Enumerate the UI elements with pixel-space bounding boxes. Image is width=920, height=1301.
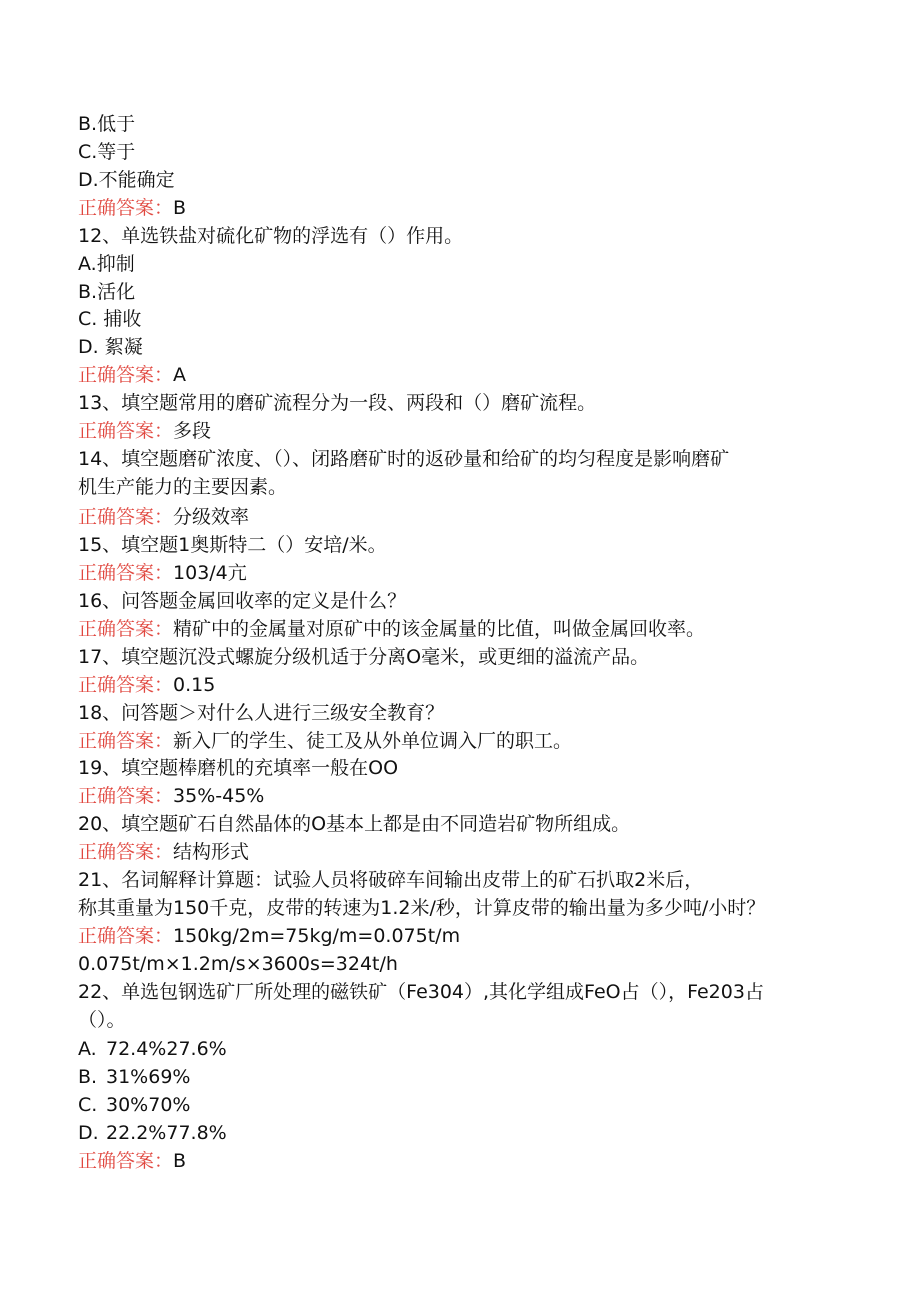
question-14: 14、填空题磨矿浓度、（）、闭路磨矿时的返砂量和给矿的均匀程度是影响磨矿	[78, 448, 730, 470]
answer-label: 正确答案：	[78, 364, 174, 386]
question-21: 21、名词解释计算题：试验人员将破碎车间输出皮带上的矿石扒取2米后，	[78, 869, 704, 891]
answer-q16	[78, 617, 705, 641]
answer-value: 0.15	[173, 674, 216, 696]
option-letter: C.	[78, 1094, 98, 1116]
option-d-q22: D. 22.2%77.8%	[78, 1122, 227, 1144]
question-17: 17、填空题沉没式螺旋分级机适于分离O毫米，或更细的溢流产品。	[78, 646, 650, 668]
answer-q17	[78, 673, 215, 697]
answer-label: 正确答案：	[78, 1150, 174, 1172]
option-a-q12: A.抑制	[78, 253, 135, 275]
answer-q21	[78, 924, 460, 948]
answer-value: 新入厂的学生、徒工及从外单位调入厂的职工。	[173, 730, 573, 752]
answer-value: 精矿中的金属量对原矿中的该金属量的比值，叫做金属回收率。	[173, 618, 706, 640]
option-c-q12: C. 捕收	[78, 308, 142, 330]
question-16: 16、问答题金属回收率的定义是什么？	[78, 590, 407, 612]
answer-q15	[78, 561, 247, 585]
option-b-q22: B. 31%69%	[78, 1066, 191, 1088]
question-14-cont: 机生产能力的主要因素。	[78, 476, 288, 498]
option-d-q12: D. 絮凝	[78, 336, 143, 358]
answer-q20	[78, 840, 249, 864]
answer-value: 分级效率	[173, 506, 250, 528]
option-letter: A.	[78, 1038, 97, 1060]
option-d-q11: D.不能确定	[78, 169, 175, 191]
answer-q12	[78, 363, 186, 387]
question-20: 20、填空题矿石自然晶体的O基本上都是由不同造岩矿物所组成。	[78, 813, 631, 835]
answer-label: 正确答案：	[78, 506, 174, 528]
answer-value: A	[173, 364, 187, 386]
answer-label: 正确答案：	[78, 730, 174, 752]
answer-q14	[78, 505, 249, 529]
question-18: 18、问答题＞对什么人进行三级安全教育？	[78, 702, 445, 724]
answer-q11	[78, 196, 186, 220]
answer-value: 103/4亢	[173, 562, 247, 584]
answer-label: 正确答案：	[78, 925, 174, 947]
answer-label: 正确答案：	[78, 841, 174, 863]
answer-value: B	[173, 197, 187, 219]
answer-q22	[78, 1149, 186, 1173]
answer-q13	[78, 419, 211, 443]
option-b-q12: B.活化	[78, 281, 136, 303]
question-22: 22、单选包钢选矿厂所处理的磁铁矿（Fe304）,其化学组成FeO占（），Fe203占	[78, 981, 764, 1003]
answer-q19	[78, 784, 264, 808]
answer-value: 多段	[173, 420, 212, 442]
answer-label: 正确答案：	[78, 197, 174, 219]
option-letter: B.	[78, 1066, 98, 1088]
option-c-q11: C.等于	[78, 141, 136, 163]
answer-label: 正确答案：	[78, 785, 174, 807]
answer-label: 正确答案：	[78, 618, 174, 640]
question-13: 13、填空题常用的磨矿流程分为一段、两段和（）磨矿流程。	[78, 392, 597, 414]
option-letter: D.	[78, 1122, 99, 1144]
answer-label: 正确答案：	[78, 674, 174, 696]
answer-q21-cont: 0.075t/m×1.2m/s×3600s=324t/h	[78, 953, 398, 975]
answer-value: B	[173, 1150, 187, 1172]
question-15: 15、填空题1奥斯特二（）安培/米。	[78, 534, 387, 556]
option-a-q22: A. 72.4%27.6%	[78, 1038, 227, 1060]
option-c-q22: C. 30%70%	[78, 1094, 191, 1116]
answer-q18	[78, 729, 572, 753]
answer-value: 35%-45%	[173, 785, 265, 807]
question-22-cont: （）。	[78, 1009, 126, 1031]
answer-value: 结构形式	[173, 841, 250, 863]
question-19: 19、填空题棒磨机的充填率一般在OO	[78, 757, 399, 779]
option-b-q11: B.低于	[78, 113, 136, 135]
answer-value: 150kg/2m=75kg/m=0.075t/m	[173, 925, 461, 947]
question-21-cont: 称其重量为150千克，皮带的转速为1.2米/秒，计算皮带的输出量为多少吨/小时？	[78, 897, 766, 919]
answer-label: 正确答案：	[78, 420, 174, 442]
question-12: 12、单选铁盐对硫化矿物的浮选有（）作用。	[78, 225, 464, 247]
answer-label: 正确答案：	[78, 562, 174, 584]
